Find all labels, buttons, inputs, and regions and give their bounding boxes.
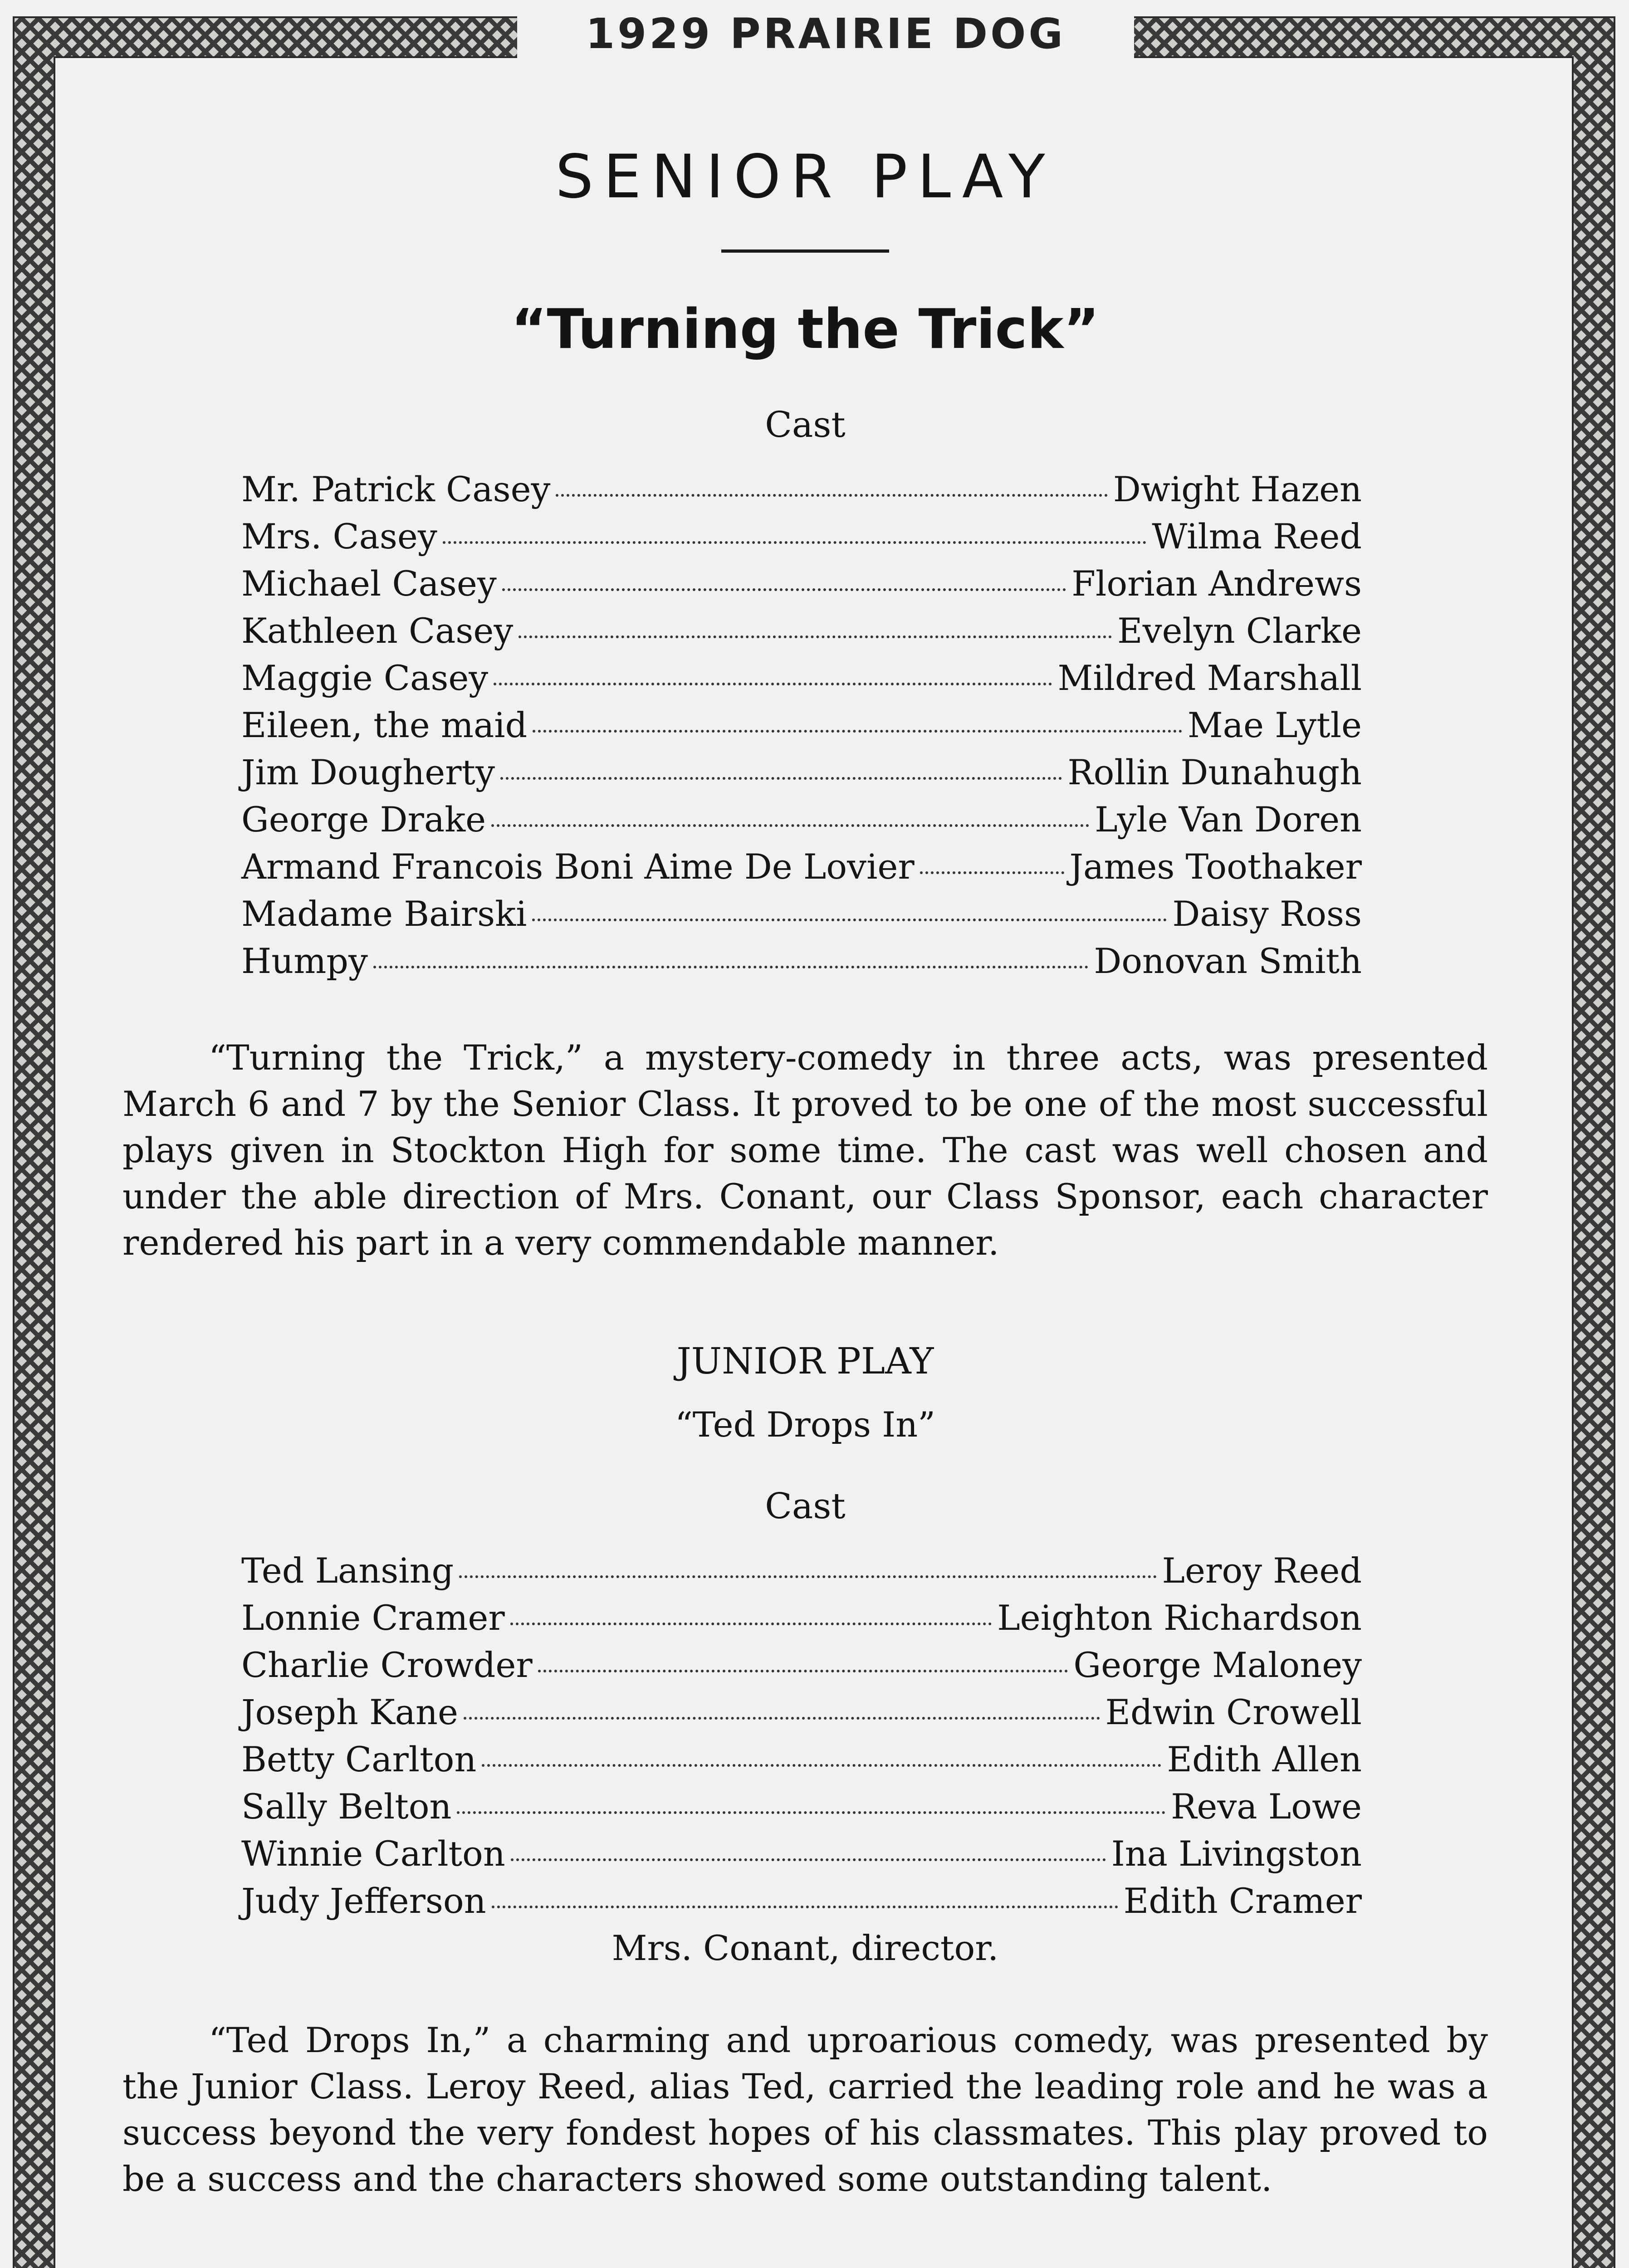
cast-role: Ted Lansing (241, 1550, 454, 1591)
dot-leader (500, 777, 1062, 780)
cast-actor: Dwight Hazen (1113, 469, 1362, 509)
cast-row (241, 1830, 1362, 1877)
cast-row (241, 1547, 1362, 1594)
cast-actor: Mildred Marshall (1057, 658, 1362, 698)
senior-cast-heading: Cast (765, 405, 846, 445)
cast-actor: George Maloney (1073, 1645, 1362, 1685)
cast-row (241, 938, 1362, 985)
dot-leader (494, 683, 1052, 685)
cast-row (241, 890, 1362, 938)
cast-row (241, 655, 1362, 702)
cast-row (241, 513, 1362, 560)
cast-actor: Daisy Ross (1172, 894, 1362, 934)
cast-row (241, 749, 1362, 796)
page-body (122, 136, 1488, 2202)
dot-leader (538, 1670, 1068, 1672)
cast-role: Madame Bairski (241, 894, 527, 934)
cast-row (241, 466, 1362, 513)
junior-play-heading: JUNIOR PLAY (676, 1340, 934, 1382)
dot-leader (464, 1717, 1100, 1720)
cast-role: Lonnie Cramer (241, 1598, 505, 1638)
cast-actor: Lyle Van Doren (1095, 799, 1362, 840)
junior-play-section (122, 1339, 1488, 2202)
cast-role: George Drake (241, 799, 486, 840)
cast-actor: James Toothaker (1069, 846, 1362, 887)
cast-row (241, 607, 1362, 655)
cast-actor: Edwin Crowell (1105, 1692, 1362, 1732)
dot-leader (443, 541, 1146, 544)
cast-actor: Wilma Reed (1152, 516, 1362, 557)
junior-play-title: “Ted Drops In” (675, 1404, 936, 1445)
cast-actor: Rollin Dunahugh (1067, 752, 1362, 792)
cast-role: Sally Belton (241, 1786, 452, 1827)
cast-actor: Donovan Smith (1094, 941, 1362, 981)
cast-role: Betty Carlton (241, 1739, 477, 1779)
dot-leader (459, 1575, 1156, 1578)
cast-row (241, 1736, 1362, 1783)
cast-role: Mr. Patrick Casey (241, 469, 551, 509)
yearbook-header: 1929 PRAIRIE DOG (517, 0, 1134, 68)
cast-actor: Leighton Richardson (997, 1598, 1362, 1638)
cast-actor: Edith Cramer (1123, 1881, 1362, 1921)
cast-actor: Reva Lowe (1171, 1786, 1362, 1827)
junior-cast-list (241, 1547, 1362, 1925)
dot-leader (457, 1811, 1165, 1814)
cast-role: Winnie Carlton (241, 1833, 505, 1874)
cast-role: Eileen, the maid (241, 705, 528, 745)
cast-actor: Mae Lytle (1187, 705, 1362, 745)
dot-leader (556, 494, 1107, 497)
cast-actor: Leroy Reed (1162, 1550, 1362, 1591)
cast-row (241, 1689, 1362, 1736)
cast-row (241, 796, 1362, 843)
cast-role: Jim Dougherty (241, 752, 495, 792)
cast-actor: Edith Allen (1167, 1739, 1362, 1779)
senior-play-description: “Turning the Trick,” a mystery-comedy in three acts, was presented March 6 and 7 by the Senior Class. It proved to be one of the most successful plays given in Stockton High for some time. The cast was well chosen and under the able direction of Mrs. Conant, our Class Sponsor, each character rendered his part in a very commendable manner. (122, 1037, 1488, 1263)
cast-actor: Evelyn Clarke (1117, 611, 1362, 651)
senior-play-heading: SENIOR PLAY (555, 142, 1055, 212)
dot-leader (502, 588, 1066, 591)
cast-role: Judy Jefferson (241, 1881, 486, 1921)
cast-role: Joseph Kane (241, 1692, 458, 1732)
cast-role: Humpy (241, 941, 368, 981)
cast-role: Michael Casey (241, 563, 497, 604)
cast-row (241, 1783, 1362, 1830)
cast-row (241, 560, 1362, 607)
cast-role: Charlie Crowder (241, 1645, 533, 1685)
dot-leader (920, 871, 1064, 874)
dot-leader (519, 635, 1112, 638)
dot-leader (492, 1906, 1118, 1908)
cast-row (241, 1642, 1362, 1689)
dot-leader (511, 1858, 1106, 1861)
senior-play-title: “Turning the Trick” (511, 298, 1100, 361)
cast-row (241, 843, 1362, 890)
cast-role: Maggie Casey (241, 658, 489, 698)
senior-cast-list (241, 466, 1362, 985)
cast-actor: Ina Livingston (1111, 1833, 1362, 1874)
junior-cast-heading: Cast (765, 1486, 846, 1527)
cast-role: Kathleen Casey (241, 611, 514, 651)
dot-leader (532, 919, 1167, 921)
junior-play-description: “Ted Drops In,” a charming and uproarious comedy, was presented by the Junior Class. Leroy Reed, alias Ted, carried the leading role and he was a success beyond the very fondest hopes of his classmates. This play proved to be a success and the characters showed some outstanding talent. (122, 2020, 1488, 2199)
cast-row (241, 1877, 1362, 1925)
junior-director: Mrs. Conant, director. (611, 1928, 999, 1968)
dot-leader (510, 1623, 992, 1625)
title-rule (721, 249, 889, 253)
cast-role: Mrs. Casey (241, 516, 437, 557)
dot-leader (482, 1764, 1161, 1767)
cast-row (241, 702, 1362, 749)
senior-play-section (122, 136, 1488, 1266)
dot-leader (491, 824, 1089, 827)
cast-role: Armand Francois Boni Aime De Lovier (241, 846, 915, 887)
dot-leader (533, 730, 1182, 733)
cast-actor: Florian Andrews (1071, 563, 1362, 604)
dot-leader (373, 966, 1088, 968)
cast-row (241, 1594, 1362, 1642)
